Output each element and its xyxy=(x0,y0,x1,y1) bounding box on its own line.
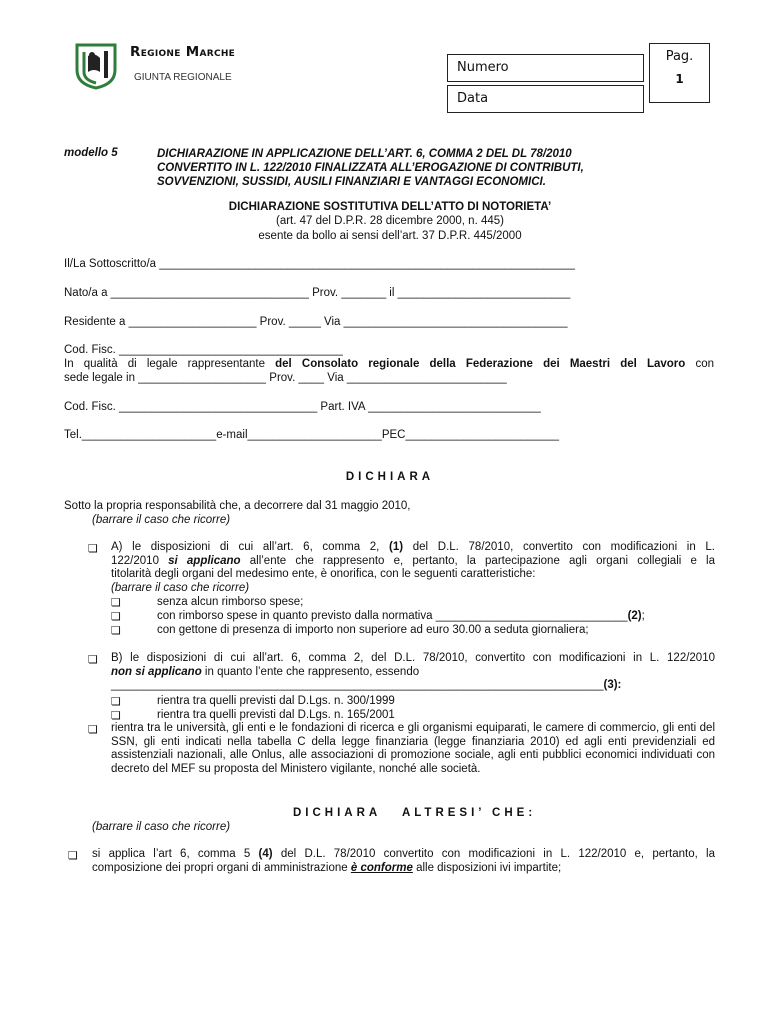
qualita-text: In qualità di legale rappresentante xyxy=(64,358,276,370)
numero-label: Numero xyxy=(457,60,509,75)
option-b2-checkbox[interactable]: ❏ xyxy=(111,709,121,722)
option-b-emphasis: non si applicano xyxy=(111,665,202,678)
option-a-text: A) le disposizioni di cui all’art. 6, comma 2, xyxy=(111,541,390,553)
option-a-checkbox[interactable]: ❏ xyxy=(88,542,98,555)
option-a3-checkbox[interactable]: ❏ xyxy=(111,624,121,637)
sottoscritto-field[interactable]: Il/La Sottoscritto/a _________________________________________________________________ xyxy=(64,258,575,270)
option-b-text: in quanto l’ente che rappresento, essendo xyxy=(201,665,420,678)
qualita-text: con xyxy=(685,358,714,370)
option-a-text: 122/2010 xyxy=(111,554,169,567)
barrare-note: (barrare il caso che ricorre) xyxy=(111,581,250,594)
altresi-title: DICHIARA ALTRESI’ CHE: xyxy=(293,807,537,819)
option-b3-text: rientra tra le università, gli enti e le fondazioni di ricerca e gli organismi equiparati, le camere di commercio, gli enti del SSN, gli enti indicati nella tabella C della legge finanziaria (legge finanziaria 2010) ed agli enti previdenziali ed assistenziali nazionali, alle Onlus, alle associazioni di promozione sociale, agli enti pubblici economici individuati con decreto del MEF su proposta del Ministero vigilante, nonché alle società. xyxy=(111,722,715,775)
numero-field[interactable] xyxy=(447,54,644,82)
data-label: Data xyxy=(457,91,489,106)
declaration-subtitle: (art. 47 del D.P.R. 28 dicembre 2000, n. 445) xyxy=(275,215,504,227)
footnote-ref: (4) xyxy=(258,848,273,860)
residente-field[interactable]: Residente a ____________________ Prov. _____ Via ___________________________________ xyxy=(64,316,568,328)
contatti-field[interactable]: Tel._____________________e-mail_____________________PEC________________________ xyxy=(64,429,559,441)
declaration-subtitle: esente da bollo ai sensi dell’art. 37 D.P.R. 445/2000 xyxy=(258,230,522,242)
codfisc-piva-field[interactable]: Cod. Fisc. _______________________________ Part. IVA ___________________________ xyxy=(64,401,541,413)
option-a-emphasis: si applicano xyxy=(168,554,241,567)
data-field[interactable] xyxy=(447,85,644,113)
altresi-emphasis: è conforme xyxy=(350,861,413,874)
option-b2-text: rientra tra quelli previsti dal D.Lgs. n. 165/2001 xyxy=(157,709,395,721)
qualita-bold: del Consolato regionale della Federazione dei Maestri del Lavoro xyxy=(275,358,686,370)
option-a3-text: con gettone di presenza di importo non superiore ad euro 30.00 a seduta giornaliera; xyxy=(157,624,589,636)
altresi-text xyxy=(92,848,715,875)
option-b1-text: rientra tra quelli previsti dal D.Lgs. n. 300/1999 xyxy=(157,695,395,707)
declaration-title: DICHIARAZIONE SOSTITUTIVA DELL’ATTO DI NOTORIETA’ xyxy=(228,201,552,213)
option-a2-text: con rimborso spese in quanto previsto dalla normativa ______________________________ xyxy=(157,610,628,622)
option-b-blank[interactable]: _____________________________________________________________________________ xyxy=(111,679,604,692)
modello-label: modello 5 xyxy=(64,147,118,159)
footnote-ref: (2) xyxy=(627,610,642,622)
option-a-text: del D.L. 78/2010, convertito con modificazioni in L. xyxy=(403,541,715,553)
dichiara-title: DICHIARA xyxy=(345,471,435,483)
altresi-checkbox[interactable]: ❏ xyxy=(68,849,78,862)
codfisc-field[interactable]: Cod. Fisc. ___________________________________ xyxy=(64,344,343,356)
region-name: Regione Marche xyxy=(130,44,236,60)
altresi-text: del D.L. 78/2010 convertito con modificazioni in L. 122/2010 e, pertanto, la xyxy=(272,848,715,860)
option-a2-checkbox[interactable]: ❏ xyxy=(111,610,121,623)
nato-field[interactable]: Nato/a a _______________________________ Prov. _______ il ___________________________ xyxy=(64,287,571,299)
option-a1-checkbox[interactable]: ❏ xyxy=(111,596,121,609)
option-a2-text xyxy=(157,610,645,622)
qualita-paragraph xyxy=(64,357,714,385)
option-a-text xyxy=(111,541,715,595)
page-label: Pag. xyxy=(665,49,694,64)
page-number: 1 xyxy=(675,72,684,86)
option-a2-text: ; xyxy=(641,610,645,622)
modello-title-line: SOVVENZIONI, SUSSIDI, AUSILI FINANZIARI E VANTAGGI ECONOMICI. xyxy=(157,176,546,188)
option-b1-checkbox[interactable]: ❏ xyxy=(111,695,121,708)
option-b3-checkbox[interactable]: ❏ xyxy=(88,723,98,736)
option-a-text: all’ente che rappresento e, pertanto, la partecipazione agli organi collegiali e la xyxy=(240,554,715,567)
option-a1-text: senza alcun rimborso spese; xyxy=(157,596,304,608)
footnote-ref: (1) xyxy=(389,541,404,553)
modello-title-line: DICHIARAZIONE IN APPLICAZIONE DELL’ART. 6, COMMA 2 DEL DL 78/2010 xyxy=(157,148,572,160)
altresi-text: si applica l’art 6, comma 5 xyxy=(92,848,259,860)
dichiara-intro: Sotto la propria responsabilità che, a decorrere dal 31 maggio 2010, xyxy=(64,500,411,512)
option-a-text: titolarità degli organi del medesimo ente, è onorifica, con le seguenti caratteristiche: xyxy=(111,568,536,581)
regione-marche-logo xyxy=(74,42,118,90)
altresi-text: composizione dei propri organi di amministrazione xyxy=(92,861,351,874)
option-b-checkbox[interactable]: ❏ xyxy=(88,653,98,666)
option-b-text xyxy=(111,652,715,693)
modello-title xyxy=(157,147,677,189)
footnote-ref: (3): xyxy=(603,679,622,692)
page-box xyxy=(649,43,710,103)
barrare-note: (barrare il caso che ricorre) xyxy=(92,821,231,833)
barrare-note: (barrare il caso che ricorre) xyxy=(92,514,231,526)
region-subtitle: GIUNTA REGIONALE xyxy=(134,72,232,83)
modello-title-line: CONVERTITO IN L. 122/2010 FINALIZZATA ALL’EROGAZIONE DI CONTRIBUTI, xyxy=(157,162,584,174)
altresi-text: alle disposizioni ivi impartite; xyxy=(412,861,562,874)
option-b-text: B) le disposizioni di cui all’art. 6, comma 2, del D.L. 78/2010, convertito con modificazioni in L. 122/2010 xyxy=(111,652,715,664)
sede-field[interactable]: sede legale in ____________________ Prov. ____ Via _________________________ xyxy=(64,372,507,384)
